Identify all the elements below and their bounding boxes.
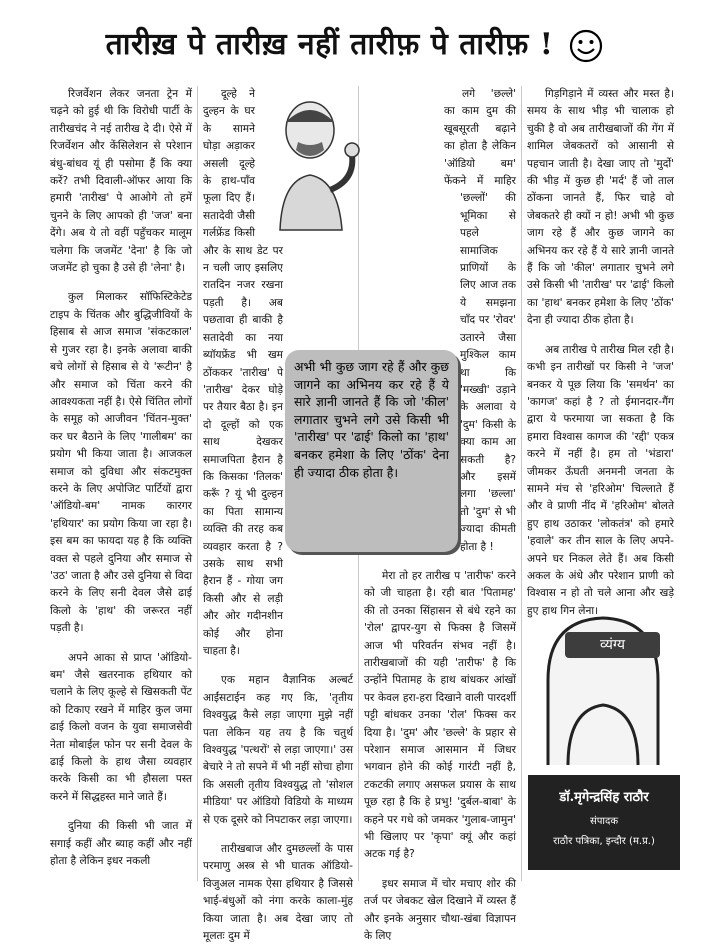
author-name: डॉ.मृगेन्द्रसिंह राठौर bbox=[559, 790, 649, 805]
author-role: संपादक bbox=[589, 816, 619, 827]
paragraph: गिड़गिड़ाने में व्यस्त और मस्त है। समय के साथ भीड़ भी चालाक हो चुकी है वो अब तारीखबाजों की गेंग में शामिल जेबकतरों को आसानी से पहचान जाती है। देखा जाए तो 'मुर्दो' की भीड़ में कुछ ही 'मर्द' हैं जो ताल ठोंकना जानते हैं, फिर चाहे वो जेबकतरे ही क्यों न हो! अभी भी कुछ जाग रहे हैं और कुछ जागने का अभिनय कर रहे हैं ये सारे ज्ञानी जानते हैं कि जो 'कील' लगातार चुभने लगे उसे किसी भी 'तारीख' पर 'ढाई' किलो का 'हाथ' बनकर हमेशा के लिए 'ठोंक' देना ही ज्यादा ठीक होता है। bbox=[527, 88, 674, 327]
author-publication: राठौर पत्रिका, इन्दौर (म.प्र.) bbox=[553, 836, 655, 847]
column-divider bbox=[197, 86, 198, 881]
paragraph: रिजर्वेशन लेकर जनता ट्रेन में चढ़ने को हुई थी कि विरोधी पार्टी के तारीखचंद ने नई तारीख दे दी। ऐसे में रिजर्वेशन और केंसिलेशन से परेशान बंधु-बांधव यूं ही पसोमा हैं कि क्या करें? तभी दिवाली-ऑफर आया कि हमारी 'तारीख' पे आओगे तो हमें चुनने के लिए आपको ही 'जज' बना देंगे। अब ये तो वहीं पहुँचकर मालूम चलेगा कि जजमेंट 'देना' है कि जो जजमेंट हो चुका है उसे ही 'लेना' है। bbox=[50, 88, 192, 275]
paragraph: लगे 'छल्ले' का काम दुम की खूबसूरती बढ़ाने का होता है लेकिन 'ऑडियो बम' फेंकने में माहिर 'छल्लों' की भूमिका से पहले सामाजिक प्राणियों के लिए आज तक ये समझना चाँद पर 'रोवर' उतारने जैसा मुश्किल काम था कि 'मख्खी' उड़ाने के अलावा ये 'दुम' किसी के क्या काम आ सकती है? और इसमें लगा 'छल्ला' तो 'दुम' से भी ज्यादा कीमती होता है ! bbox=[444, 88, 516, 553]
paragraph: कुल मिलाकर सॉफिस्टिकेटेड टाइप के चिंतक और बुद्धिजीवियों के हिसाब से आज समाज 'संकटकाल' से गुजर रहा है। इनके अलावा बाकी बचे लोगों से हिसाब से ये 'रूटीन' है और समाज को चिंता करने की आवश्यकता नहीं है। ऐसे चिंतित लोगों के समूह को आजीवन 'चिंतन-मुक्त' कर घर बैठाने के लिए 'गालीबम' का प्रयोग भी किया जाता है। आजकल समाज को दुविधा और संकटमुक्त करने के लिए अपोजिट पार्टियों द्वारा 'ऑडियो-बम' नामक कारगर 'हथियार' का प्रयोग किया जा रहा है। इस बम का फायदा यह है कि व्यक्ति वक्त से पहले दुनिया और समाज से 'उठ' जाता है और उसे दुनिया से विदा करने के लिए सनी देवल जैसे ढाई किलो के 'हाथ' की जरूरत नहीं पड़ती है। bbox=[50, 291, 192, 635]
headline-text: तारीख़ पे तारीख़ नहीं तारीफ़ पे तारीफ़ ! bbox=[105, 27, 554, 62]
paragraph: इधर समाज में चोर मचाए शोर की तर्ज पर जेबकट खेल दिखाने में व्यस्त हैं और इनके अनुसार चौथा-खंबा विज्ञापन के लिए bbox=[364, 877, 516, 943]
headline bbox=[0, 22, 710, 78]
paragraph: दूल्हे ने दुल्हन के घर के सामने घोड़ा अड़ाकर असली दूल्हे के हाथ-पाँव फूला दिए हैं। सतादेवी जैसी गर्लफ्रेंड किसी और के साथ डेट पर न चली जाए इसलिए रातदिन नजर रखना पड़ती है। अब पछतावा ही बाकी है सतादेवी का नया ब्यॉयफ्रेंड भी खम ठोंककर 'तारीख' पे 'तारीख' देकर घोड़े पर तैयार बैठा है। इन दो दूल्हों को एक साथ देखकर समाजपिता हैरान है कि किसका 'तिलक' करूँ ? यूं भी दुल्हन का पिता सामान्य व्यक्ति की तरह कब व्यवहार करता है ? उसके साथ सभी हैरान हैं - गोया जग किसी और से लड़ी और ओर गदीनशीन कोई और होना चाहता है। bbox=[203, 88, 283, 657]
paragraph: मेरा तो हर तारीख प 'तारीफ' करने को जी चाहता है। रही बात 'पितामह' की तो उनका सिंहासन से बंधे रहने का 'रोल' द्वापर-युग से फिक्स है जिसमें आज भी परिवर्तन संभव नहीं है। तारीखबाजों की यही 'तारीफ' है कि उन्होंने पितामह के हाथ बांधकर आंखों पर केवल हरा-हरा दिखाने वाली पारदर्शी पट्टी बांधकर उनका 'रोल' फिक्स कर दिया है। 'दुम' और 'छल्ले' के प्रहार से परेशान समाज आसमान में जिधर भगवान होने की कोई गारंटी नहीं है, टकटकी लगाए असफल प्रयास के साथ पूछ रहा है कि हे प्रभु! 'दुर्बल-बाबा' के कहने पर गधे को जमकर 'गुलाब-जामुन' भी खिलाए पर 'कृपा' क्यूं और कहां अटक गई है? bbox=[364, 569, 516, 861]
flexed-arm-icon bbox=[528, 600, 678, 770]
paragraph: अपने आका से प्राप्त 'ऑडियो-बम' जैसे खतरनाक हथियार को चलाने के लिए कूल्हे से खिसकती पेंट को टिकाए रखने में माहिर कुल जमा ढाई किलो वजन के युवा समाजसेवी नेता मोबाईल फोन पर सनी देवल के ढाई किलो के हाथ जैसा व्यवहार करके किसी का भी हौसला पस्त करने में सिद्धहस्त माने जाते हैं। bbox=[50, 651, 192, 803]
category-tag: व्यंग्य bbox=[565, 632, 660, 658]
pull-quote: अभी भी कुछ जाग रहे हैं और कुछ जागने का अभिनय कर रहे हैं ये सारे ज्ञानी जानते हैं कि जो 'कील' लगातार चुभने लगे उसे किसी भी 'तारीख' पर 'ढाई' किलो का 'हाथ' बनकर हमेशा के लिए 'ठोंक' देना ही ज्यादा ठीक होता है। bbox=[285, 350, 458, 552]
illustration-space bbox=[364, 86, 444, 196]
paragraph: एक महान वैज्ञानिक अल्बर्ट आईंसटाईन कह गए कि, 'तृतीय विश्वयुद्ध कैसे लड़ा जाएगा मुझे नहीं पता लेकिन यह तय है कि चतुर्थ विश्वयुद्ध 'पत्थरों' से लड़ा जाएगा।' उस बेचारे ने तो सपने में भी नहीं सोचा होगा कि असली तृतीय विश्वयुद्ध तो 'सोशल मीडिया' पर ऑडियो विडियो के माध्यम से एक दूसरे को निपटाकर लड़ा जाएगा। bbox=[203, 674, 353, 826]
article-column-1 bbox=[50, 86, 192, 886]
smiley-icon bbox=[568, 28, 604, 64]
paragraph: तारीखबाज और दुमछल्लों के पास परमाणु अस्त्र से भी घातक ऑडियो-विजुअल नामक ऐसा हथियार है जिससे भाई-बंधुओं को नंगा करके काला-मुंह किया जाता है। अब देखा जाए तो मूलतः दुम में bbox=[203, 843, 353, 943]
illustration-space bbox=[255, 86, 353, 236]
column-divider bbox=[521, 86, 522, 881]
paragraph: दुनिया की किसी भी जात में सगाई कहीं और ब्याह कहीं और नहीं होता है लेकिन इधर नकली bbox=[50, 820, 192, 868]
author-byline bbox=[528, 775, 680, 870]
article-column-4 bbox=[527, 86, 674, 617]
paragraph: अब तारीख पे तारीख मिल रही है। कभी इन तारीखों पर किसी ने 'जज' बनकर ये पूछ लिया कि 'समर्थन' का 'कागज' कहां है ? तो ईमानदार-गैंग द्वारा ये फरमाया जा सकता है कि हमारा विश्वास कागज की 'रद्दी' एकत्र करने में नहीं है। हम तो 'भंडारा' जीमकर ऊँघती अनमनी जनता के सामने मंच से 'हरिओम' चिल्लाते हैं और वे प्राणी नींद में 'हरिओम' बोलते हुए हाथ उठाकर 'लोकतंत्र' को हमारे 'हवाले' कर तीन साल के लिए अपने-अपने घर निकल लेते हैं। अब किसी अकल के अंधे और परेशान प्राणी को विश्वास न हो तो चले आना और खड़े हुए हाथ गिन लेना। bbox=[527, 343, 674, 617]
